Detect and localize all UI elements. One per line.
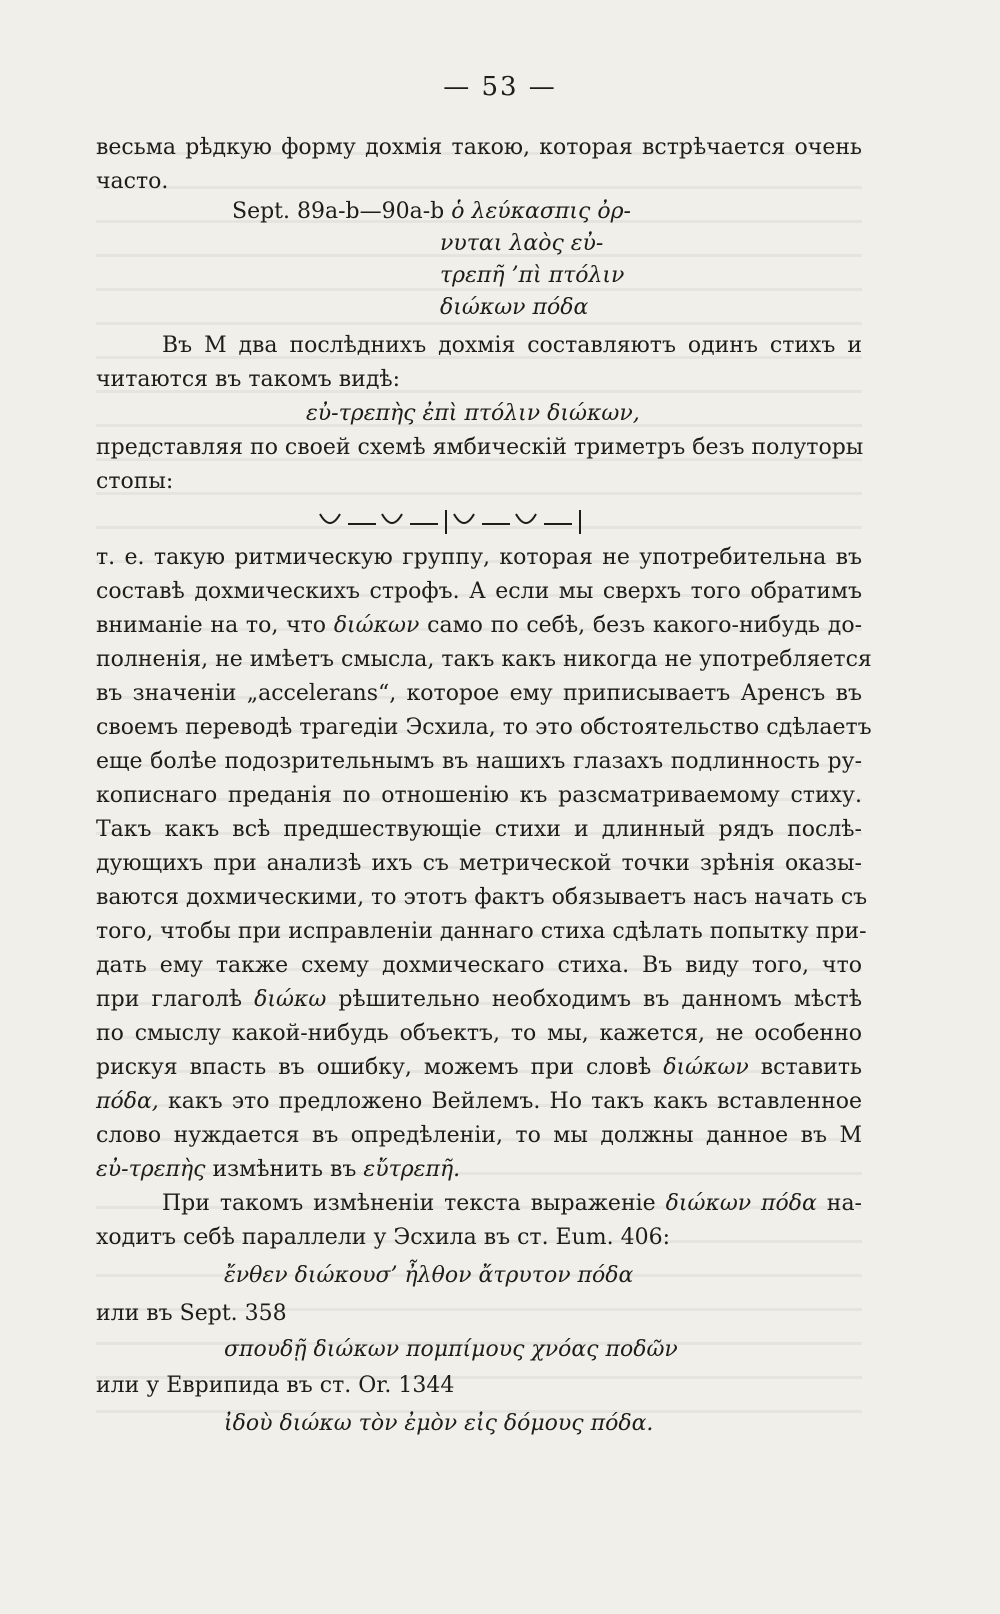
text-line: стопы: — [96, 469, 174, 494]
text-line: т. е. такую ритмическую группу, которая не употребительна въ — [96, 545, 862, 570]
text-line: Въ М два послѣднихъ дохмія составляютъ одинъ стихъ и — [162, 333, 862, 358]
text-line: дующихъ при анализѣ ихъ съ метрической точки зрѣнія оказы- — [96, 851, 862, 876]
text-span: какъ это предложено Вейлемъ. Но такъ какъ вставленное — [167, 1089, 862, 1114]
text-line: кописнаго преданія по отношенію къ разсматриваемому стиху. — [96, 783, 862, 808]
text-line: ходитъ себѣ параллели у Эсхила въ ст. Eum. 406: — [96, 1225, 671, 1250]
text-span: на- — [826, 1191, 862, 1216]
breve-mark — [320, 514, 340, 523]
text-line: по смыслу какой-нибудь объектъ, то мы, кажется, не особенно — [96, 1021, 862, 1046]
breve-mark — [382, 514, 402, 523]
text-line — [96, 1051, 862, 1085]
greek-verse: ἰδοὺ διώκω τὸν ἐμὸν εἰς δόμους πόδα. — [224, 1411, 654, 1436]
text-line — [232, 195, 631, 229]
text-line: составѣ дохмическихъ строфъ. А если мы сверхъ того обратимъ — [96, 579, 862, 604]
text-line — [96, 1153, 862, 1187]
text-line: еще болѣе подозрительнымъ въ нашихъ глазахъ подлинность ру- — [96, 749, 862, 774]
text-line: дать ему также схему дохмическаго стиха. Въ виду того, что — [96, 953, 862, 978]
text-line: часто. — [96, 169, 169, 194]
page-number: — 53 — — [443, 72, 557, 102]
greek-verse: τρεπῆ ’πὶ πτόλιν — [440, 263, 625, 288]
greek-word: διώκων — [663, 1055, 749, 1080]
greek-word: διώκων — [333, 613, 420, 638]
text-line — [96, 1085, 862, 1119]
citation: Sept. 89a-b—90a-b — [232, 199, 445, 224]
text-line: своемъ переводѣ трагедіи Эсхила, то это обстоятельство сдѣлаетъ — [96, 715, 872, 740]
text-line — [96, 1187, 862, 1221]
text-line: въ значеніи „accelerans“, которое ему приписываетъ Аренсъ въ — [96, 681, 862, 706]
text-line: слово нуждается въ опредѣленіи, то мы должны данное въ М — [96, 1123, 862, 1148]
greek-verse: σπουδῇ διώκων πομπίμους χνόας ποδῶν — [224, 1337, 678, 1362]
greek-word: διώκων πόδα — [665, 1191, 817, 1216]
text-line: представляя по своей схемѣ ямбическій триметръ безъ полуторы — [96, 435, 864, 460]
text-span: измѣнить въ — [212, 1157, 357, 1182]
breve-mark — [516, 514, 536, 523]
metrical-scheme — [316, 510, 616, 534]
text-line: или у Еврипида въ ст. Or. 1344 — [96, 1373, 455, 1398]
text-line — [96, 983, 862, 1017]
text-span: при глаголѣ — [96, 987, 243, 1012]
text-span: вставить — [760, 1055, 862, 1080]
greek-verse: εὐ-τρεπὴς ἐπὶ πτόλιν διώκων, — [306, 401, 640, 426]
text-line: Такъ какъ всѣ предшествующіе стихи и длинный рядъ послѣ- — [96, 817, 862, 842]
text-line — [96, 609, 862, 643]
text-line: или въ Sept. 358 — [96, 1301, 287, 1326]
text-span: рѣшительно необходимъ въ данномъ мѣстѣ — [338, 987, 862, 1012]
greek-verse: ὁ λεύκασπις ὀρ- — [451, 199, 631, 224]
text-span: При такомъ измѣненіи текста выраженіе — [162, 1191, 656, 1216]
text-span: само по себѣ, безъ какого-нибудь до- — [427, 613, 862, 638]
greek-word: εὔτρεπῆ. — [363, 1157, 461, 1182]
greek-word: εὐ-τρεπὴς — [96, 1157, 206, 1182]
text-line: весьма рѣдкую форму дохмія такою, которая встрѣчается очень — [96, 135, 862, 160]
text-line: ваются дохмическими, то этотъ фактъ обязываетъ насъ начать съ — [96, 885, 868, 910]
text-span: вниманіе на то, что — [96, 613, 327, 638]
greek-word: διώκω — [254, 987, 327, 1012]
text-span: рискуя впасть въ ошибку, можемъ при словѣ — [96, 1055, 652, 1080]
breve-mark — [454, 514, 474, 523]
greek-verse: διώκων πόδα — [440, 295, 589, 320]
greek-verse: νυται λαὸς εὐ- — [440, 231, 604, 256]
text-line: полненія, не имѣетъ смысла, такъ какъ никогда не употребляется — [96, 647, 872, 672]
greek-verse: ἔνθεν διώκουσ’ ἦλθον ἄτρυτον πόδα — [224, 1263, 634, 1288]
text-line: того, чтобы при исправленіи даннаго стиха сдѣлать попытку при- — [96, 919, 867, 944]
text-line: читаются въ такомъ видѣ: — [96, 367, 401, 392]
greek-word: πόδα, — [96, 1089, 159, 1114]
